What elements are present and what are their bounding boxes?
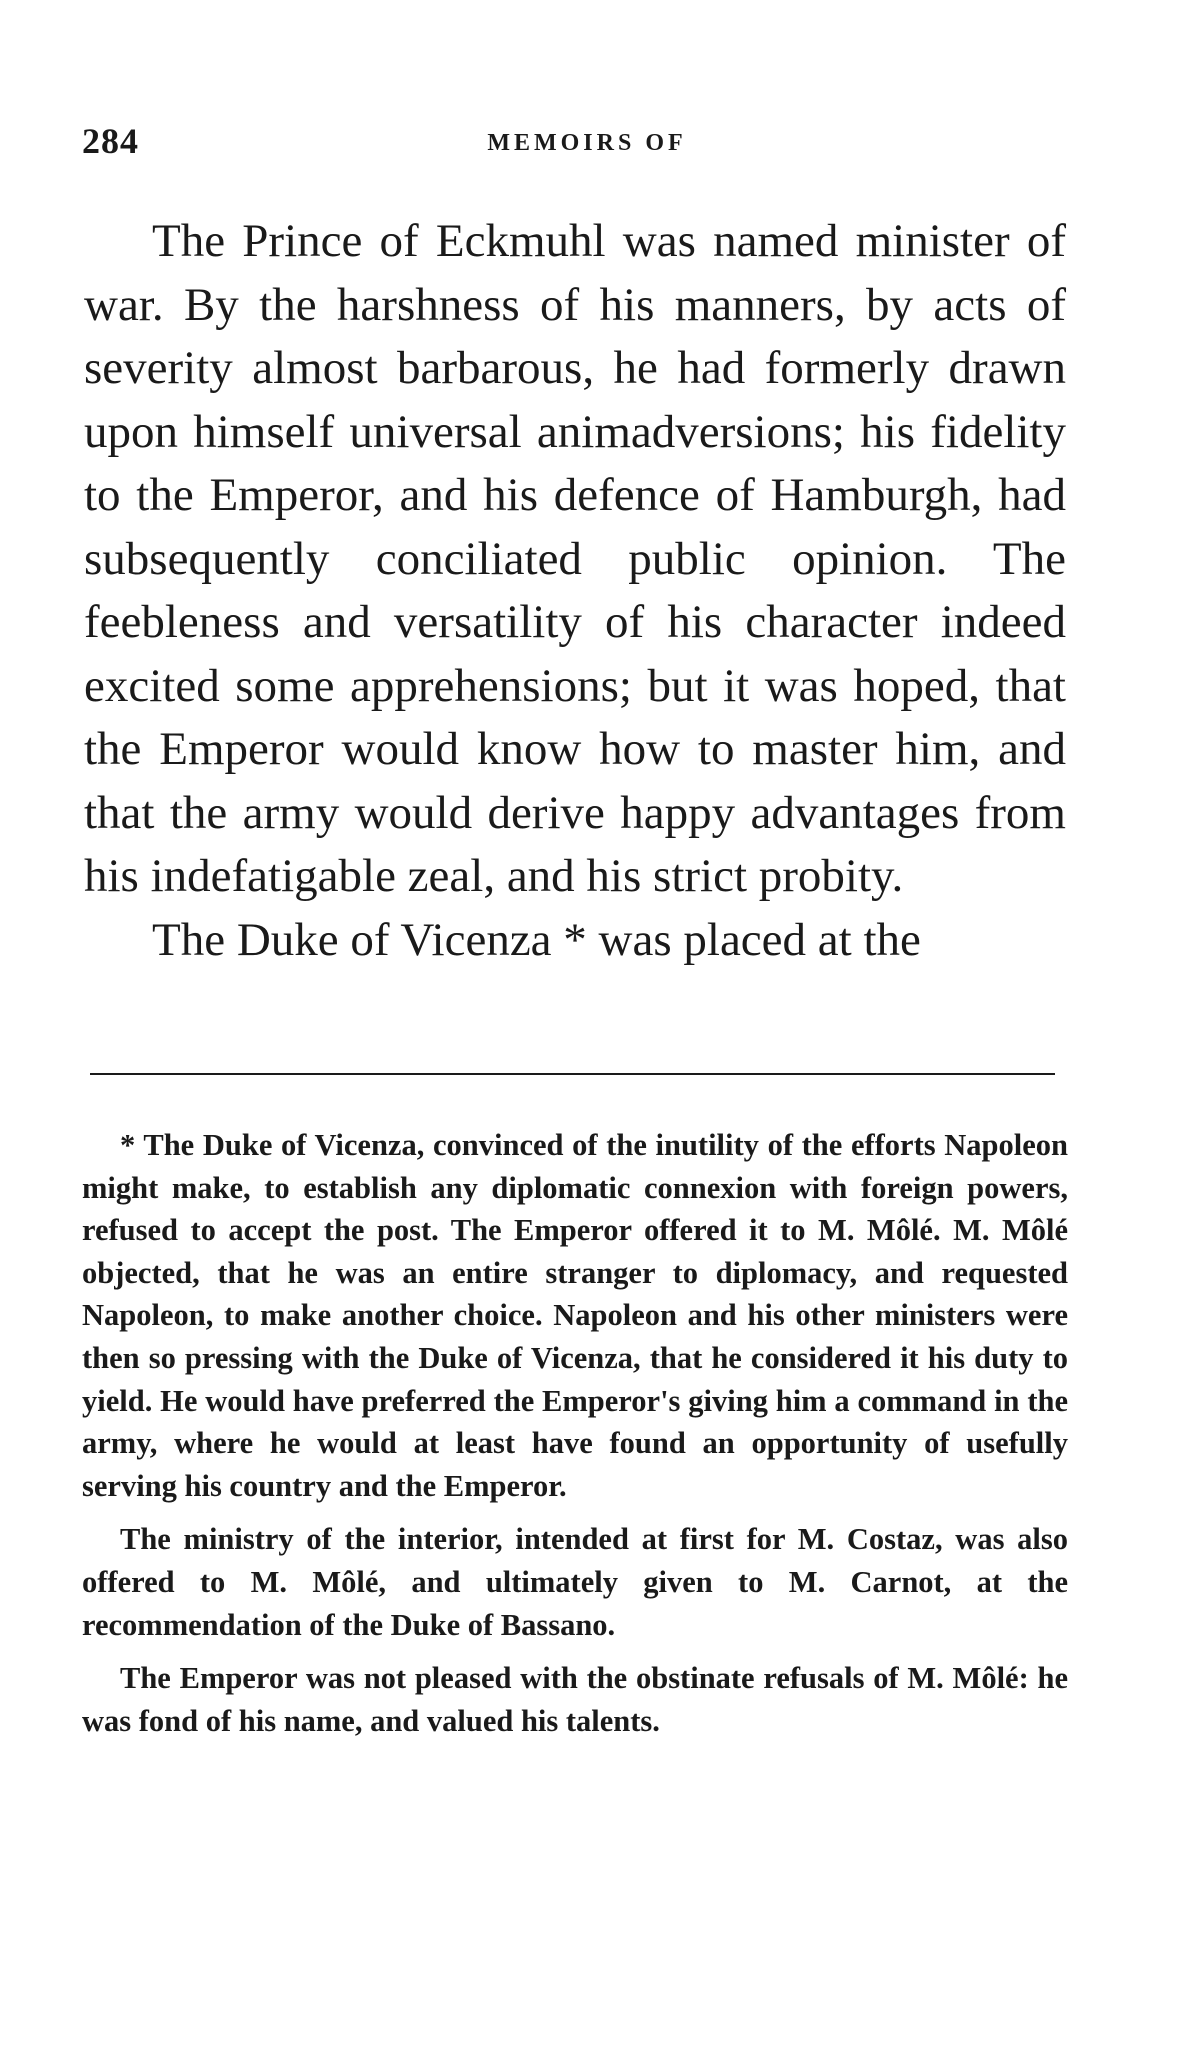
- running-head: MEMOIRS OF: [487, 130, 687, 156]
- body-paragraph: The Prince of Eckmuhl was named minister of war. By the harshness of his manners, by acts of severity almost barbarous, he had formerly drawn upon himself universal animadversions; his fidelity to the Emperor, and his defence of Hamburgh, had subsequently conciliated public opinion. The feebleness and versatility of his character indeed excited some apprehensions; but it was hoped, that the Emperor would know how to master him, and that the army would derive happy advantages from his indefatigable zeal, and his strict probity.: [84, 215, 1066, 902]
- page-number: 284: [82, 121, 139, 161]
- page-header: [82, 120, 1062, 170]
- footnote-paragraph: The ministry of the interior, intended at first for M. Costaz, was also offered to M. Môlé, and ultimately given to M. Carnot, at the recommendation of the Duke of Bassano.: [82, 1522, 1068, 1642]
- footnote-separator-rule: [90, 1073, 1055, 1075]
- footnotes: [82, 1124, 1068, 1753]
- body-paragraph: The Duke of Vicenza * was placed at the: [152, 913, 921, 966]
- main-text: [84, 210, 1066, 972]
- footnote-paragraph: The Emperor was not pleased with the obstinate refusals of M. Môlé: he was fond of his name, and valued his talents.: [82, 1661, 1068, 1738]
- footnote-paragraph: * The Duke of Vicenza, convinced of the inutility of the efforts Napoleon might make, to establish any diplomatic connexion with foreign powers, refused to accept the post. The Emperor offered it to M. Môlé. M. Môlé objected, that he was an entire stranger to diplomacy, and requested Napoleon, to make another choice. Napoleon and his other ministers were then so pressing with the Duke of Vicenza, that he considered it his duty to yield. He would have preferred the Emperor's giving him a command in the army, where he would at least have found an opportunity of usefully serving his country and the Emperor.: [82, 1128, 1068, 1503]
